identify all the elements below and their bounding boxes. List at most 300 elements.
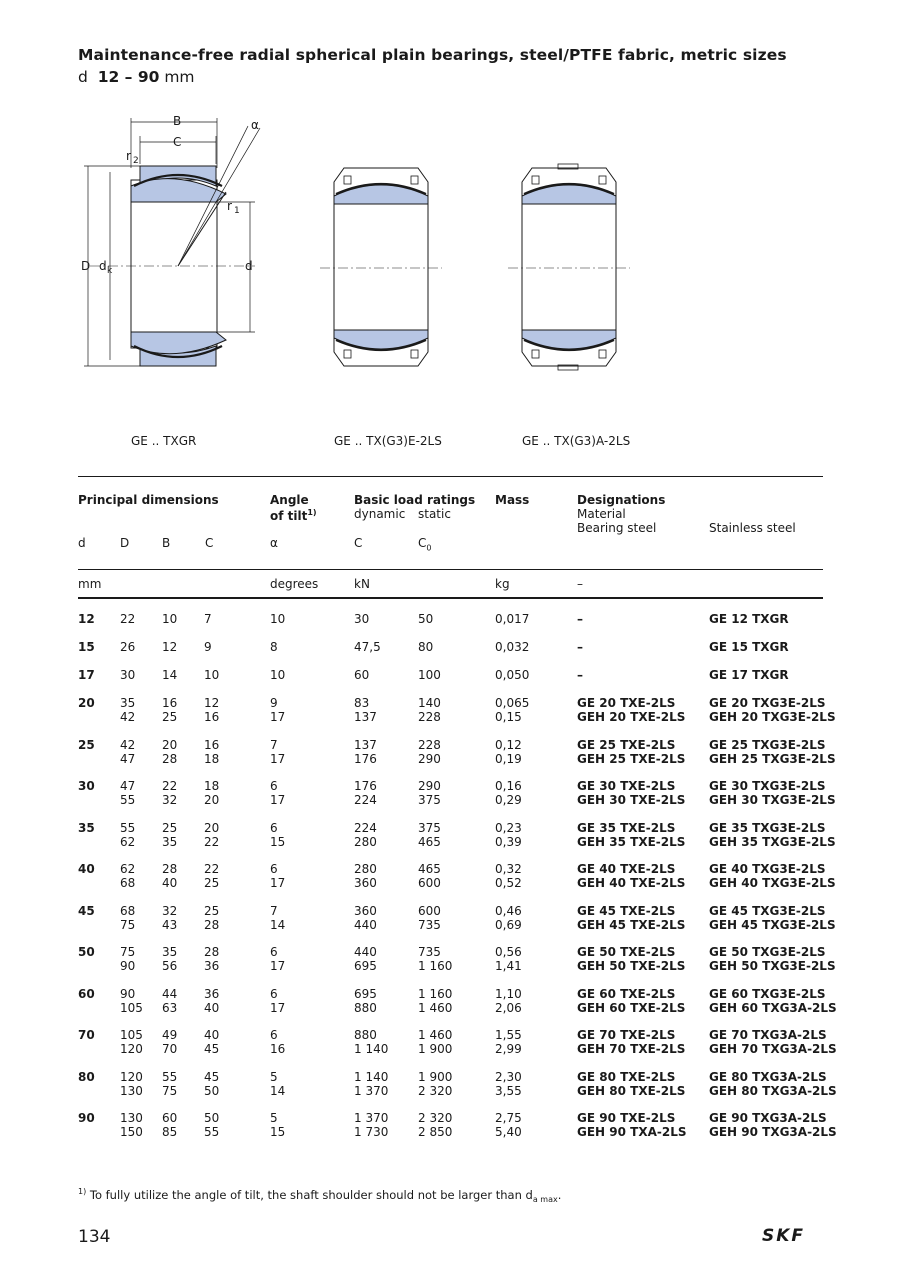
cell-value: 600 — [418, 876, 441, 890]
cell-value: GEH 35 TXE-2LS — [577, 834, 686, 849]
cell-value: 2 320 — [418, 1083, 453, 1098]
cell-value: 16 — [162, 696, 178, 710]
cell-value: 5 — [270, 1111, 278, 1125]
cell-value: 1 730 — [354, 1125, 389, 1139]
table-row — [78, 779, 837, 821]
unit-mm: mm — [78, 577, 102, 591]
cell-alpha — [270, 987, 354, 1029]
cell-value: 137 — [354, 710, 377, 724]
cell-value: 28 — [204, 945, 220, 959]
cell-value: 224 — [354, 820, 377, 835]
cell-value: GEH 70 TXG3A-2LS — [709, 1042, 837, 1056]
cell-mass — [495, 738, 577, 780]
cell-d: 30 — [78, 779, 95, 793]
cell-b — [162, 1070, 204, 1112]
caption-ge-txe-2ls: GE .. TX(G3)E-2LS — [334, 434, 442, 448]
cell-value: 1 460 — [418, 1000, 453, 1015]
cell-mass — [495, 945, 577, 987]
cell-value: 22 — [120, 612, 136, 626]
cell-d: 17 — [78, 668, 95, 682]
cell-c0 — [418, 862, 495, 904]
cell-value: 735 — [418, 945, 441, 959]
sym-C0-base: C — [418, 536, 427, 550]
cell-cdyn — [354, 1070, 418, 1112]
cell-value: 465 — [418, 862, 441, 876]
header-material: Material — [577, 507, 626, 521]
bearings-table-body — [78, 612, 837, 1153]
cell-bearing — [577, 862, 709, 904]
footnote-sub: a max — [532, 1195, 558, 1205]
cell-value: 68 — [120, 903, 136, 918]
cell-c0 — [418, 779, 495, 821]
cell-value: 45 — [204, 1042, 220, 1056]
cell-value: 62 — [120, 862, 136, 876]
cell-stainless — [709, 904, 837, 946]
cell-d: 70 — [78, 1028, 95, 1042]
cell-value: 600 — [418, 903, 441, 918]
cell-c0 — [418, 696, 495, 738]
cell-value: GE 70 TXG3A-2LS — [709, 1028, 827, 1042]
cell-value: 375 — [418, 820, 441, 835]
cell-value: GEH 80 TXG3A-2LS — [709, 1083, 837, 1098]
cell-stainless — [709, 821, 837, 863]
cell-value: 1,55 — [495, 1028, 522, 1042]
header-mass: Mass — [495, 493, 530, 507]
cell-value: 17 — [270, 793, 286, 807]
label-C: C — [173, 135, 182, 149]
cell-value: – — [577, 640, 583, 654]
cell-c0 — [418, 987, 495, 1029]
cell-cdyn — [354, 668, 418, 696]
cell-value: 70 — [162, 1042, 178, 1056]
header-load-static: static — [418, 507, 451, 521]
cell-value: 6 — [270, 945, 278, 959]
cell-bearing — [577, 696, 709, 738]
sym-Cdyn: C — [354, 536, 363, 550]
cell-bearing — [577, 987, 709, 1029]
cell-value: 440 — [354, 917, 377, 932]
table-row — [78, 987, 837, 1029]
cell-value: 224 — [354, 793, 377, 807]
cell-value: 14 — [162, 668, 178, 682]
cell-value: 140 — [418, 696, 441, 710]
cell-value: 50 — [418, 612, 434, 626]
cell-cdyn — [354, 862, 418, 904]
header-stainless: Stainless steel — [709, 521, 796, 535]
cell-value: 36 — [204, 986, 220, 1001]
cell-d — [120, 640, 162, 668]
cell-d: 80 — [78, 1069, 95, 1084]
table-row — [78, 738, 837, 780]
cell-value: 7 — [204, 612, 212, 626]
footnote-text: To fully utilize the angle of tilt, the shaft shoulder should not be larger than d — [86, 1187, 533, 1202]
cell-value: 1 370 — [354, 1111, 389, 1125]
cell-alpha — [270, 738, 354, 780]
cell-value: 85 — [162, 1125, 178, 1139]
table-row — [78, 612, 837, 640]
cell-value: 7 — [270, 903, 278, 918]
cell-value: 105 — [120, 1028, 143, 1042]
cell-value: GE 45 TXG3E-2LS — [709, 903, 826, 918]
cell-value: 7 — [270, 737, 278, 752]
cell-bearing — [577, 640, 709, 668]
unit-degrees: degrees — [270, 577, 319, 591]
cell-value: 695 — [354, 986, 377, 1001]
caption-ge-txa-2ls: GE .. TX(G3)A-2LS — [522, 434, 631, 448]
cell-value: 17 — [270, 751, 286, 766]
cell-value: 1 900 — [418, 1069, 453, 1084]
cell-bearing — [577, 904, 709, 946]
cell-cdyn — [354, 640, 418, 668]
cell-c0 — [418, 821, 495, 863]
cell-value: 30 — [120, 668, 136, 682]
cell-cdyn — [354, 1111, 418, 1153]
cell-c0 — [418, 640, 495, 668]
cell-value: 0,19 — [495, 751, 522, 766]
cell-value: 6 — [270, 820, 278, 835]
cell-value: 465 — [418, 834, 441, 849]
header-principal: Principal dimensions — [78, 493, 219, 507]
cell-value: 0,32 — [495, 862, 522, 876]
cell-c — [204, 862, 270, 904]
cell-value: 176 — [354, 751, 377, 766]
cell-value: 0,39 — [495, 834, 522, 849]
cell-value: 25 — [162, 820, 178, 835]
bearings-table — [78, 612, 837, 1153]
cell-alpha — [270, 904, 354, 946]
cell-d: 60 — [78, 986, 95, 1001]
cell-d — [120, 904, 162, 946]
cell-cdyn — [354, 738, 418, 780]
cell-cdyn — [354, 821, 418, 863]
table-row — [78, 945, 837, 987]
cell-value: 228 — [418, 710, 441, 724]
cell-cdyn — [354, 1028, 418, 1070]
cell-value: 0,46 — [495, 903, 522, 918]
cell-stainless — [709, 1070, 837, 1112]
drawing-ge-txa-2ls — [508, 164, 630, 370]
cell-value: GE 90 TXG3A-2LS — [709, 1111, 827, 1125]
cell-b — [162, 668, 204, 696]
cell-d — [120, 696, 162, 738]
cell-mass — [495, 987, 577, 1029]
cell-value: 16 — [204, 737, 220, 752]
bearing-drawings — [70, 108, 670, 408]
unit-kN: kN — [354, 577, 370, 591]
cell-value: 45 — [204, 1069, 220, 1084]
cell-stainless — [709, 945, 837, 987]
cell-value: 17 — [270, 710, 286, 724]
cell-d: 12 — [78, 612, 95, 626]
cell-value: GE 17 TXGR — [709, 668, 789, 682]
cell-value: GEH 40 TXE-2LS — [577, 876, 686, 890]
cell-value: 90 — [120, 959, 136, 973]
cell-d — [120, 821, 162, 863]
cell-mass — [495, 696, 577, 738]
label-r2-sub: 2 — [133, 156, 139, 166]
cell-value: GE 45 TXE-2LS — [577, 903, 676, 918]
cell-stainless — [709, 640, 837, 668]
label-alpha: α — [251, 118, 259, 132]
cell-d: 40 — [78, 862, 95, 876]
cell-value: 30 — [354, 612, 370, 626]
cell-value: GEH 20 TXG3E-2LS — [709, 710, 836, 724]
cell-mass — [495, 779, 577, 821]
cell-value: 5,40 — [495, 1125, 522, 1139]
cell-c — [204, 1070, 270, 1112]
cell-value: 1 460 — [418, 1028, 453, 1042]
cell-value: 0,56 — [495, 945, 522, 959]
label-dk: d — [99, 259, 107, 273]
units-bottom-rule — [78, 597, 823, 599]
label-r1: r — [227, 199, 232, 213]
cell-stainless — [709, 1028, 837, 1070]
cell-c0 — [418, 738, 495, 780]
cell-alpha — [270, 668, 354, 696]
cell-value: 10 — [270, 668, 286, 682]
cell-value: 47,5 — [354, 640, 381, 654]
sym-C0-sub: 0 — [426, 543, 432, 553]
cell-value: GE 30 TXG3E-2LS — [709, 779, 826, 793]
cell-value: 17 — [270, 1000, 286, 1015]
cell-value: 8 — [270, 640, 278, 654]
cell-bearing — [577, 821, 709, 863]
header-load-dynamic: dynamic — [354, 507, 406, 521]
cell-b — [162, 696, 204, 738]
cell-mass — [495, 821, 577, 863]
cell-d — [120, 1111, 162, 1153]
cell-d: 20 — [78, 696, 95, 710]
cell-cdyn — [354, 945, 418, 987]
cell-value: GEH 45 TXG3E-2LS — [709, 917, 836, 932]
cell-value: GEH 50 TXG3E-2LS — [709, 959, 836, 973]
cell-value: 3,55 — [495, 1083, 522, 1098]
cell-value: 83 — [354, 696, 370, 710]
cell-alpha — [270, 779, 354, 821]
cell-value: GE 40 TXG3E-2LS — [709, 862, 826, 876]
cell-alpha — [270, 1070, 354, 1112]
cell-value: 9 — [204, 640, 212, 654]
cell-value: 36 — [204, 959, 220, 973]
subtitle-range: 12 – 90 — [97, 68, 160, 86]
cell-bearing — [577, 738, 709, 780]
cell-value: 22 — [204, 862, 220, 876]
cell-mass — [495, 862, 577, 904]
cell-value: GEH 80 TXE-2LS — [577, 1083, 686, 1098]
header-load: Basic load ratings — [354, 493, 476, 507]
cell-value: 14 — [270, 917, 286, 932]
cell-bearing — [577, 945, 709, 987]
cell-value: 55 — [204, 1125, 220, 1139]
cell-b — [162, 738, 204, 780]
units-top-rule — [78, 569, 823, 570]
cell-stainless — [709, 862, 837, 904]
cell-d: 50 — [78, 945, 95, 959]
label-r1-sub: 1 — [234, 206, 240, 216]
cell-b — [162, 821, 204, 863]
cell-d — [120, 779, 162, 821]
cell-value: GE 20 TXE-2LS — [577, 696, 676, 710]
cell-value: 2,99 — [495, 1042, 522, 1056]
cell-value: GE 20 TXG3E-2LS — [709, 696, 826, 710]
cell-value: GEH 45 TXE-2LS — [577, 917, 686, 932]
table-row — [78, 1070, 837, 1112]
cell-alpha — [270, 696, 354, 738]
cell-d — [120, 738, 162, 780]
cell-value: 16 — [204, 710, 220, 724]
cell-alpha — [270, 1111, 354, 1153]
cell-b — [162, 987, 204, 1029]
cell-b — [162, 640, 204, 668]
cell-d — [120, 945, 162, 987]
cell-stainless — [709, 1111, 837, 1153]
header-angle-line2 — [270, 506, 317, 523]
cell-value: GE 70 TXE-2LS — [577, 1028, 676, 1042]
cell-value: 0,065 — [495, 696, 530, 710]
cell-value: 130 — [120, 1083, 143, 1098]
cell-value: GEH 50 TXE-2LS — [577, 959, 686, 973]
cell-value: 25 — [204, 876, 220, 890]
cell-c — [204, 1028, 270, 1070]
cell-value: 0,032 — [495, 640, 530, 654]
cell-value: 75 — [120, 945, 136, 959]
cell-bearing — [577, 612, 709, 640]
cell-value: 130 — [120, 1111, 143, 1125]
cell-value: 1 370 — [354, 1083, 389, 1098]
skf-logo — [762, 1226, 824, 1244]
cell-value: GE 40 TXE-2LS — [577, 862, 676, 876]
cell-value: 100 — [418, 668, 441, 682]
cell-value: 360 — [354, 903, 377, 918]
cell-d — [120, 862, 162, 904]
cell-d — [120, 612, 162, 640]
cell-value: GE 25 TXE-2LS — [577, 737, 676, 752]
cell-value: 2 850 — [418, 1125, 453, 1139]
cell-value: 60 — [354, 668, 370, 682]
cell-value: GE 50 TXE-2LS — [577, 945, 676, 959]
cell-value: 62 — [120, 834, 136, 849]
cell-value: 42 — [120, 710, 136, 724]
cell-cdyn — [354, 904, 418, 946]
cell-c0 — [418, 1111, 495, 1153]
cell-value: 75 — [120, 917, 136, 932]
cell-value: 15 — [270, 834, 286, 849]
table-row — [78, 696, 837, 738]
cell-value: 40 — [204, 1000, 220, 1015]
label-r2: r — [126, 149, 131, 163]
cell-value: 80 — [418, 640, 434, 654]
cell-d — [120, 668, 162, 696]
table-row — [78, 1111, 837, 1153]
subtitle-prefix: d — [78, 68, 88, 86]
cell-value: 0,050 — [495, 668, 530, 682]
cell-b — [162, 1028, 204, 1070]
cell-stainless — [709, 668, 837, 696]
drawing-ge-txe-2ls — [320, 168, 442, 366]
cell-value: 735 — [418, 917, 441, 932]
cell-value: 43 — [162, 917, 178, 932]
cell-value: 26 — [120, 640, 136, 654]
header-angle2: of tilt — [270, 509, 308, 523]
cell-b — [162, 612, 204, 640]
cell-bearing — [577, 1028, 709, 1070]
cell-value: 6 — [270, 986, 278, 1001]
sym-alpha: α — [270, 536, 278, 550]
header-designations: Designations — [577, 493, 666, 507]
cell-d — [120, 1028, 162, 1070]
cell-alpha — [270, 612, 354, 640]
cell-value: 0,69 — [495, 917, 522, 932]
cell-value: 2 320 — [418, 1111, 453, 1125]
cell-value: 137 — [354, 737, 377, 752]
cell-c — [204, 821, 270, 863]
cell-value: 56 — [162, 959, 178, 973]
cell-value: 360 — [354, 876, 377, 890]
cell-alpha — [270, 862, 354, 904]
label-B: B — [173, 114, 182, 128]
cell-value: 290 — [418, 779, 441, 793]
cell-value: GE 25 TXG3E-2LS — [709, 737, 826, 752]
cell-value: 1 900 — [418, 1042, 453, 1056]
sym-D: D — [120, 536, 130, 550]
cell-value: 0,52 — [495, 876, 522, 890]
cell-stainless — [709, 779, 837, 821]
cell-value: 18 — [204, 751, 220, 766]
cell-value: 1 160 — [418, 959, 453, 973]
sym-d: d — [78, 536, 86, 550]
page-subtitle — [78, 68, 195, 86]
sym-B: B — [162, 536, 171, 550]
cell-value: 35 — [120, 696, 136, 710]
cell-value: 75 — [162, 1083, 178, 1098]
table-row — [78, 640, 837, 668]
cell-value: GE 30 TXE-2LS — [577, 779, 676, 793]
cell-c — [204, 779, 270, 821]
cell-value: GE 60 TXE-2LS — [577, 986, 676, 1001]
cell-value: GE 12 TXGR — [709, 612, 789, 626]
cell-c — [204, 612, 270, 640]
cell-value: 1,41 — [495, 959, 522, 973]
table-row — [78, 668, 837, 696]
cell-c — [204, 738, 270, 780]
cell-cdyn — [354, 696, 418, 738]
cell-value: GEH 70 TXE-2LS — [577, 1042, 686, 1056]
cell-value: GE 80 TXE-2LS — [577, 1069, 676, 1084]
cell-value: GEH 20 TXE-2LS — [577, 710, 686, 724]
cell-value: GEH 30 TXG3E-2LS — [709, 793, 836, 807]
cell-value: GEH 35 TXG3E-2LS — [709, 834, 836, 849]
cell-value: GE 90 TXE-2LS — [577, 1111, 676, 1125]
footnote-mark: 1) — [78, 1187, 87, 1196]
cell-value: 6 — [270, 779, 278, 793]
caption-ge-txgr: GE .. TXGR — [131, 434, 197, 448]
cell-d — [120, 1070, 162, 1112]
cell-value: 63 — [162, 1000, 178, 1015]
cell-c0 — [418, 612, 495, 640]
cell-c — [204, 696, 270, 738]
cell-cdyn — [354, 612, 418, 640]
cell-value: 68 — [120, 876, 136, 890]
cell-value: 2,75 — [495, 1111, 522, 1125]
sym-C: C — [205, 536, 214, 550]
cell-value: 2,30 — [495, 1069, 522, 1084]
cell-value: 440 — [354, 945, 377, 959]
cell-value: 35 — [162, 834, 178, 849]
cell-mass — [495, 612, 577, 640]
cell-value: 20 — [204, 793, 220, 807]
cell-d: 35 — [78, 820, 95, 835]
cell-value: 55 — [120, 820, 136, 835]
